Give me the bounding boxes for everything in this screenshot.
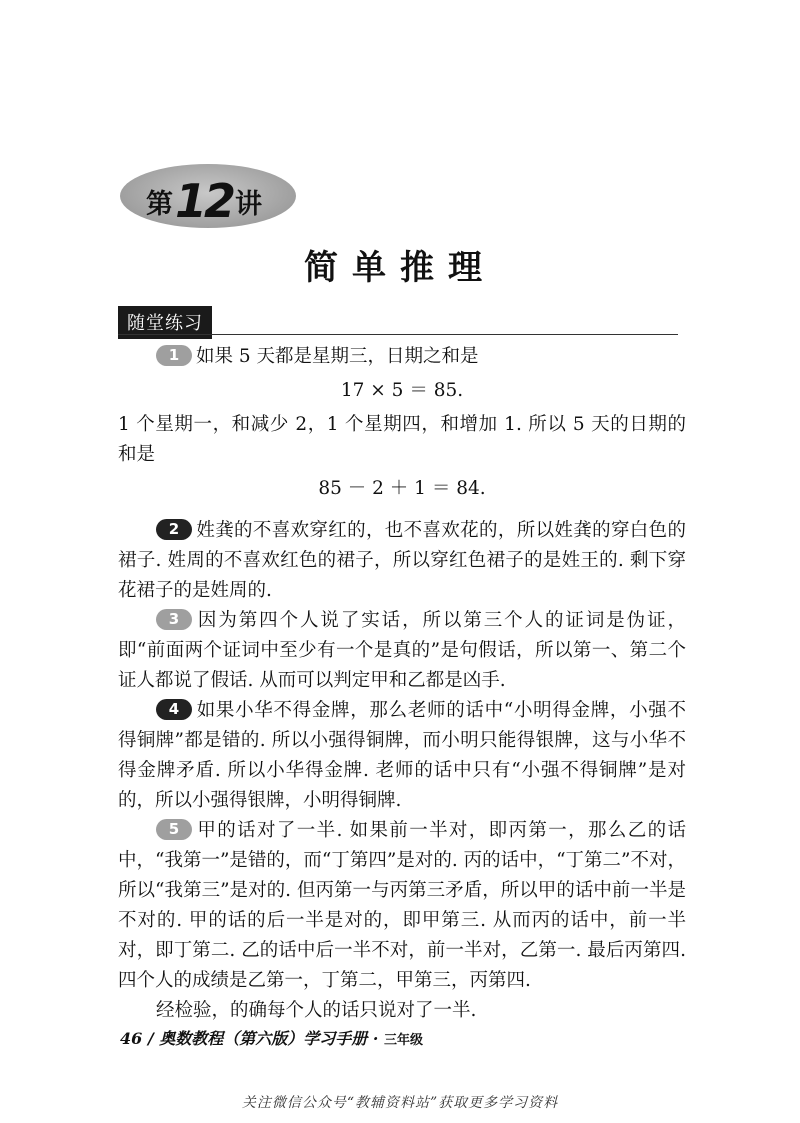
problem-text: 如果 5 天都是星期三，日期之和是 xyxy=(196,346,479,367)
problem-number-badge: 3 xyxy=(156,609,192,630)
problem-text: 姓龚的不喜欢穿红的，也不喜欢花的，所以姓龚的穿白色的裙子. 姓周的不喜欢红色的裙子，所以穿红色裙子的是姓王的. 剩下穿花裙子的是姓周的. xyxy=(118,520,686,601)
problem-text: 因为第四个人说了实话，所以第三个人的证词是伪证，即“前面两个证词中至少有一个是真的”是句假话，所以第一、第二个证人都说了假话. 从而可以判定甲和乙都是凶手. xyxy=(118,610,686,691)
equation: 85 － 2 ＋ 1 ＝ 84. xyxy=(318,478,486,499)
problem-4 xyxy=(118,696,686,816)
problem-text: 1 个星期一，和减少 2，1 个星期四，和增加 1. 所以 5 天的日期的和是 xyxy=(118,414,686,465)
problem-number-badge: 5 xyxy=(156,819,192,840)
problem-text: 甲的话对了一半. 如果前一半对，即丙第一，那么乙的话中，“我第一”是错的，而“丁第四”是对的. 丙的话中，“丁第二”不对，所以“我第三”是对的. 但丙第一与丙第三矛盾，所以甲的话中前一半是不对的. 甲的话的后一半是对的，即甲第三. 从而丙的话中，前一半对，即丁第二. 乙的话中后一半不对，前一半对，乙第一. 最后丙第四. 四个人的成绩是乙第一，丁第二，甲第三，丙第四. xyxy=(118,820,687,991)
page-number: 46 xyxy=(120,1029,143,1048)
section-divider xyxy=(118,334,678,335)
problem-5-note: 经检验，的确每个人的话只说对了一半. xyxy=(156,1000,477,1021)
problem-1 xyxy=(118,342,686,372)
equation: 17 × 5 ＝ 85. xyxy=(340,380,464,401)
problem-number-badge: 2 xyxy=(156,519,192,540)
page-footer xyxy=(120,1026,423,1049)
chapter-number: 12 xyxy=(175,174,234,228)
problem-number-badge: 1 xyxy=(156,345,192,366)
problem-5 xyxy=(118,816,686,996)
chapter-prefix: 第 xyxy=(146,189,173,220)
problem-2 xyxy=(118,516,686,606)
section-label: 随堂练习 xyxy=(118,306,212,339)
footer-separator: / xyxy=(147,1029,154,1048)
footer-dot: · xyxy=(372,1029,379,1048)
problem-3 xyxy=(118,606,686,696)
chapter-heading xyxy=(146,174,262,228)
chapter-suffix: 讲 xyxy=(235,189,263,220)
problem-text: 如果小华不得金牌，那么老师的话中“小明得金牌，小强不得铜牌”都是错的. 所以小强得铜牌，而小明只能得银牌，这与小华不得金牌矛盾. 所以小华得金牌. 老师的话中只有“小强不得铜牌”是对的，所以小强得银牌，小明得铜牌. xyxy=(118,700,686,811)
answer-body xyxy=(118,342,686,1026)
problem-number-badge: 4 xyxy=(156,699,192,720)
watermark-text: 关注微信公众号“教辅资料站”获取更多学习资料 xyxy=(241,1095,559,1111)
book-title: 奥数教程（第六版）学习手册 xyxy=(159,1029,368,1048)
grade-label: 三年级 xyxy=(384,1033,424,1048)
page-title: 简单推理 xyxy=(304,248,496,288)
chapter-badge xyxy=(120,160,296,236)
